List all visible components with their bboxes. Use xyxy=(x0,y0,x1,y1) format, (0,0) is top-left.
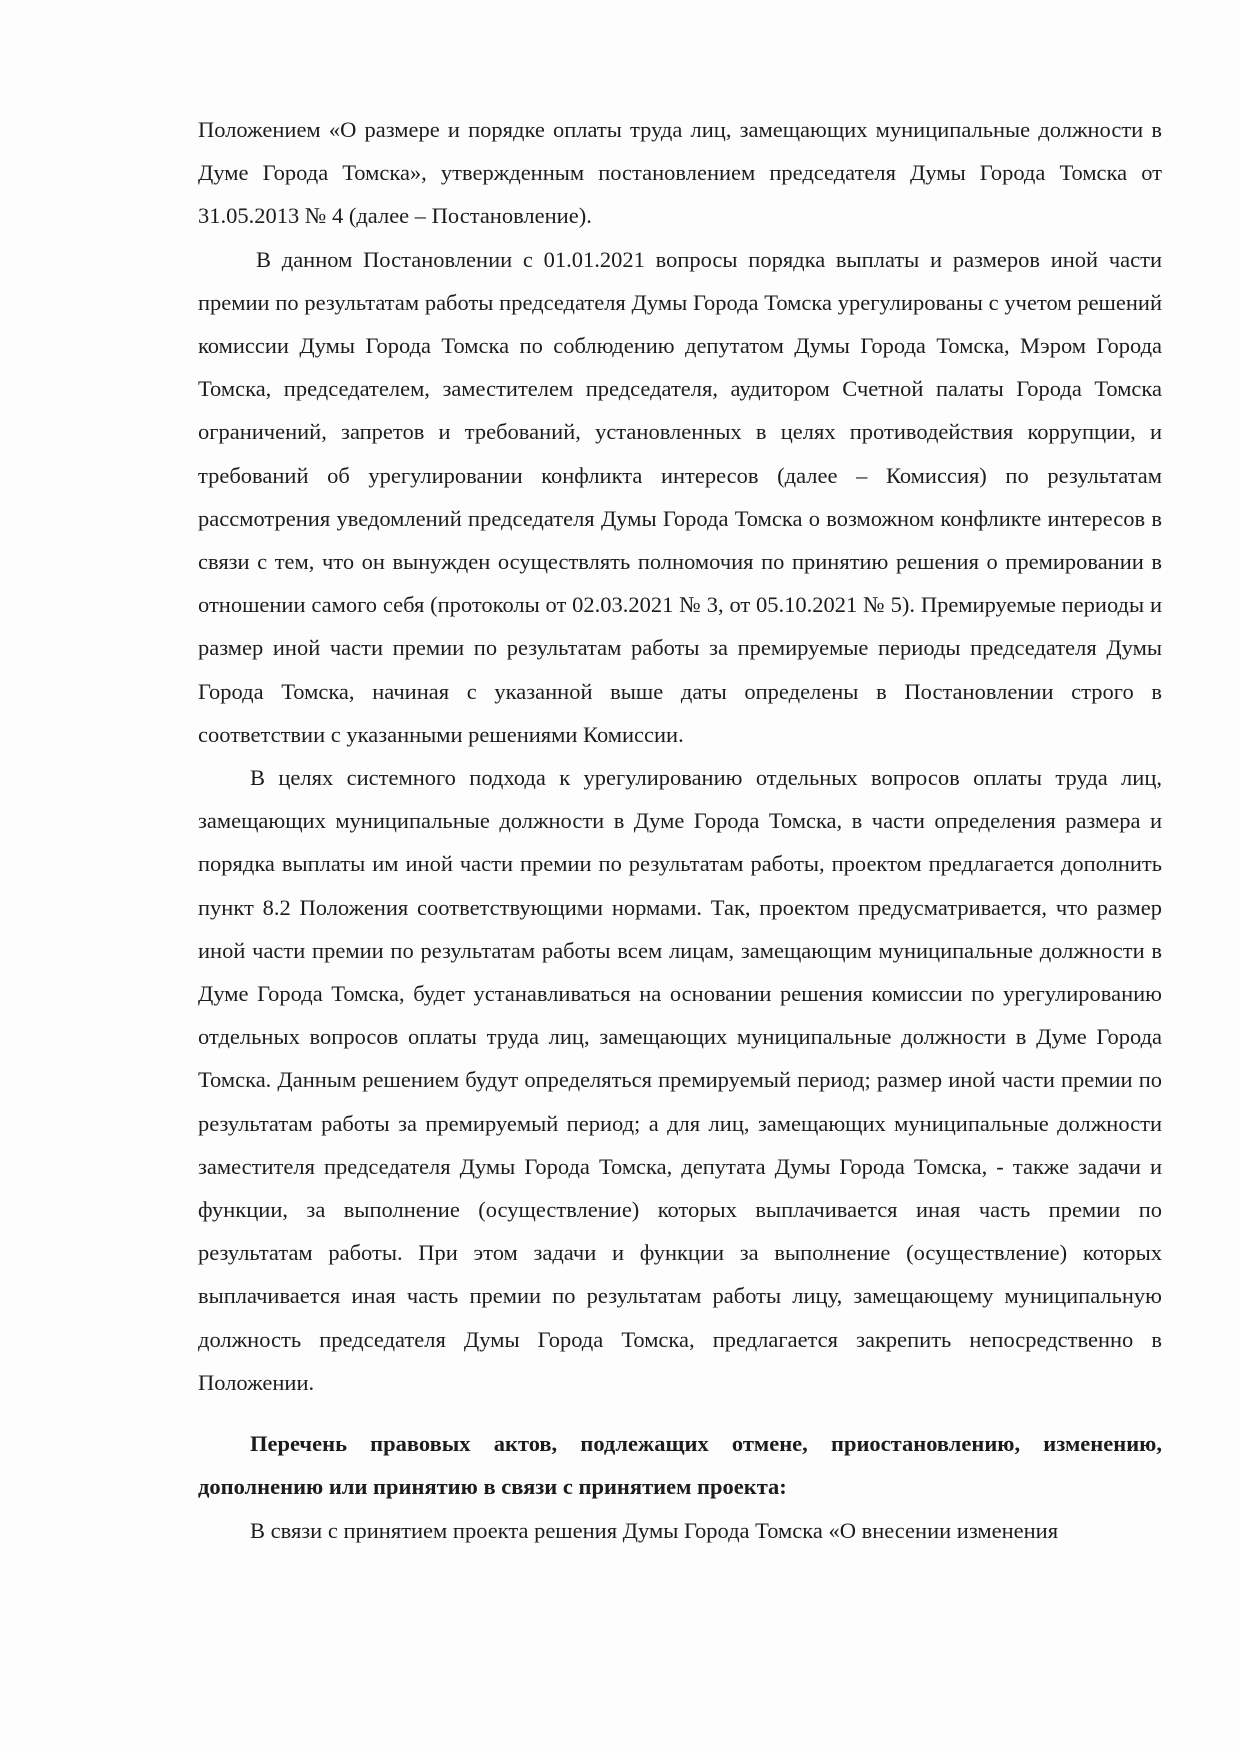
paragraph-project-proposal: В целях системного подхода к урегулированию отдельных вопросов оплаты труда лиц, замещающих муниципальные должности в Думе Города Томска, в части определения размера и порядка выплаты им иной части премии по результатам работы, проектом предлагается дополнить пункт 8.2 Положения соответствующими нормами. Так, проектом предусматривается, что размер иной части премии по результатам работы всем лицам, замещающим муниципальные должности в Думе Города Томска, будет устанавливаться на основании решения комиссии по урегулированию отдельных вопросов оплаты труда лиц, замещающих муниципальные должности в Думе Города Томска. Данным решением будут определяться премируемый период; размер иной части премии по результатам работы за премируемый период; а для лиц, замещающих муниципальные должности заместителя председателя Думы Города Томска, депутата Думы Города Томска, - также задачи и функции, за выполнение (осуществление) которых выплачивается иная часть премии по результатам работы. При этом задачи и функции за выполнение (осуществление) которых выплачивается иная часть премии по результатам работы лицу, замещающему муниципальную должность председателя Думы Города Томска, предлагается закрепить непосредственно в Положении. xyxy=(198,765,1162,1395)
paragraph-regulation-details: В данном Постановлении с 01.01.2021 вопросы порядка выплаты и размеров иной части премии по результатам работы председателя Думы Города Томска урегулированы с учетом решений комиссии Думы Города Томска по соблюдению депутатом Думы Города Томска, Мэром Города Томска, председателем, заместителем председателя, аудитором Счетной палаты Города Томска ограничений, запретов и требований, установленных в целях противодействия коррупции, и требований об урегулировании конфликта интересов (далее – Комиссия) по результатам рассмотрения уведомлений председателя Думы Города Томска о возможном конфликте интересов в связи с тем, что он вынужден осуществлять полномочия по принятию решения о премировании в отношении самого себя (протоколы от 02.03.2021 № 3, от 05.10.2021 № 5). Премируемые периоды и размер иной части премии по результатам работы за премируемые периоды председателя Думы Города Томска, начиная с указанной выше даты определены в Постановлении строго в соответствии с указанными решениями Комиссии. xyxy=(198,246,1162,747)
section-heading-legal-acts: Перечень правовых актов, подлежащих отмене, приостановлению, изменению, дополнению или принятию в связи с принятием проекта: xyxy=(198,1431,1162,1500)
document-body xyxy=(198,108,1162,1552)
paragraph-legal-acts-start: В связи с принятием проекта решения Думы Города Томска «О внесении изменения xyxy=(250,1517,1059,1543)
paragraph-continuation: Положением «О размере и порядке оплаты труда лиц, замещающих муниципальные должности в Думе Города Томска», утвержденным постановлением председателя Думы Города Томска от 31.05.2013 № 4 (далее – Постановление). xyxy=(198,117,1162,229)
